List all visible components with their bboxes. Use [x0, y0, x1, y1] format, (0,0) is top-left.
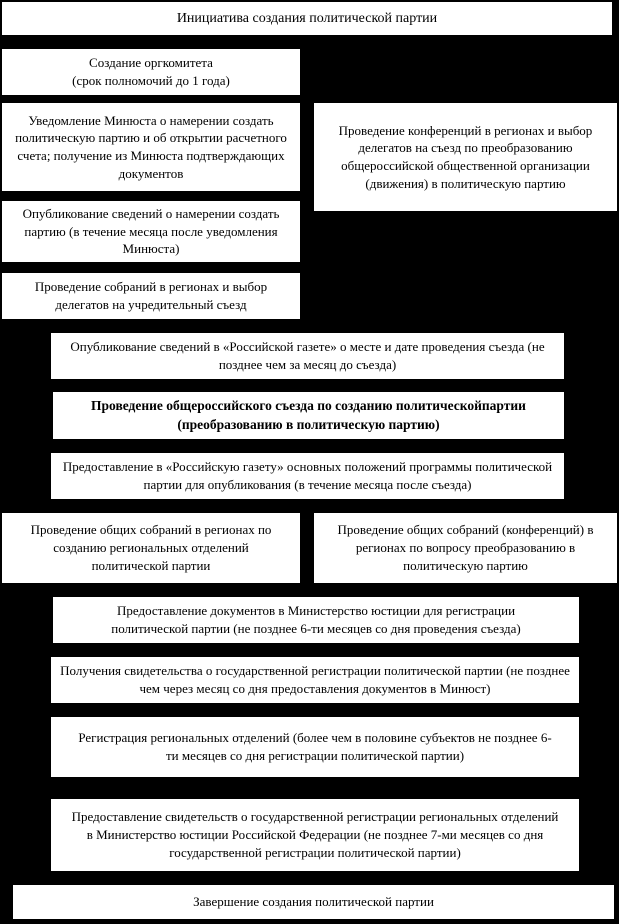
box-branch-certificates: Предоставление свидетельств о государственной регистрации региональных отделений в Министерство юстиции Российской Федерации (не позднее 7-ми месяцев со дня государственной регистрации политической партии) — [50, 798, 580, 872]
box-initiative: Инициатива создания политической партии — [1, 1, 613, 36]
box-branch-registration: Регистрация региональных отделений (более чем в половине субъектов не позднее 6-ти месяцев со дня регистрации политической партии) — [50, 716, 580, 778]
box-program-submission: Предоставление в «Российскую газету» основных положений программы политической партии для опубликования (в течение месяца после съезда) — [50, 452, 565, 500]
box-orgcommittee: Создание оргкомитета (срок полномочий до 1 года) — [1, 48, 301, 96]
box-publication-congress: Опубликование сведений в «Российской газете» о месте и дате проведения съезда (не позднее чем за месяц до съезда) — [50, 332, 565, 380]
box-regional-conferences: Проведение конференций в регионах и выбор делегатов на съезд по преобразованию общероссийской общественной организации (движения) в политическую партию — [313, 102, 618, 212]
box-completion: Завершение создания политической партии — [12, 884, 615, 920]
box-publication-intent: Опубликование сведений о намерении создать партию (в течение месяца после уведомления Минюста) — [1, 200, 301, 263]
box-regional-branches: Проведение общих собраний в регионах по созданию региональных отделений политической партии — [1, 512, 301, 584]
box-regional-meetings: Проведение собраний в регионах и выбор делегатов на учредительный съезд — [1, 272, 301, 320]
box-certificate-receipt: Получения свидетельства о государственной регистрации политической партии (не позднее чем через месяц со дня предоставления документов в Минюст) — [50, 656, 580, 704]
box-regional-conversion: Проведение общих собраний (конференций) в регионах по вопросу преобразованию в политическую партию — [313, 512, 618, 584]
box-ministry-notice: Уведомление Минюста о намерении создать политическую партию и об открытии расчетного счета; получение из Минюста подтверждающих документов — [1, 102, 301, 192]
box-docs-submission: Предоставление документов в Министерство юстиции для регистрации политической партии (не позднее 6-ти месяцев со дня проведения съезда) — [52, 596, 580, 644]
box-congress: Проведение общероссийского съезда по созданию политическойпартии (преобразованию в политическую партию) — [52, 391, 565, 440]
